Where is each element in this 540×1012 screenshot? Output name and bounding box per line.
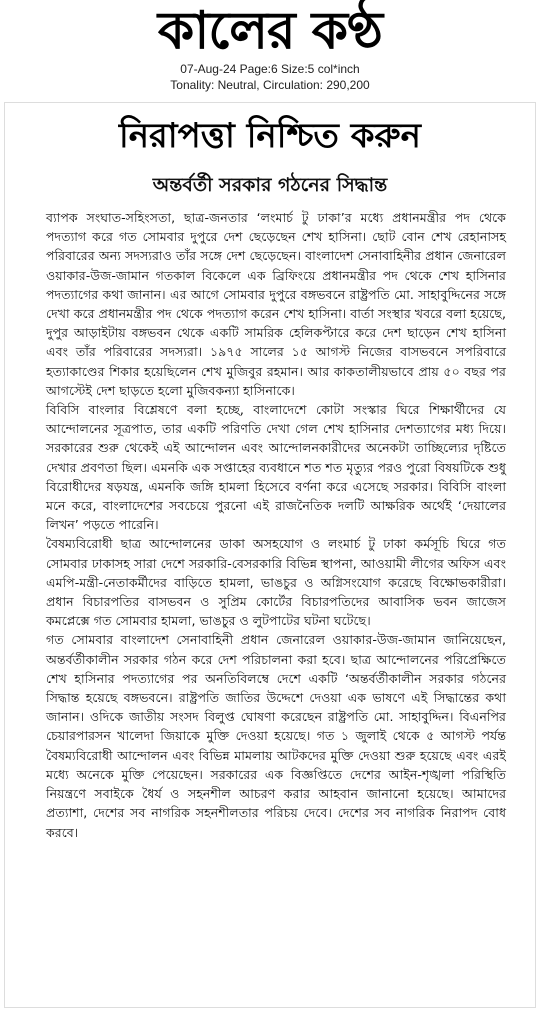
article-paragraph: ব্যাপক সংঘাত-সহিংসতা, ছাত্র-জনতার ‘লংমার্চ টু ঢাকা’র মধ্যে প্রধানমন্ত্রীর পদ থেকে পদত্যাগ করে গত সোমবার দুপুরে দেশ ছেড়েছেন শেখ হাসিনা। ছোট বোন শেখ রেহানাসহ পরিবারের অন্য সদস্যরাও তাঁর সঙ্গে দেশ ছেড়েছেন। বাংলাদেশ সেনাবাহিনীর প্রধান জেনারেল ওয়াকার-উজ-জামান গতকাল বিকেলে এক ব্রিফিংয়ে প্রধানমন্ত্রীর পদ থেকে শেখ হাসিনার পদত্যাগের কথা জানান। এর আগে সোমবার দুপুরে বঙ্গভবনে রাষ্ট্রপতি মো. সাহাবুদ্দিনের সঙ্গে দেখা করে প্রধানমন্ত্রীর পদ থেকে পদত্যাগ করেন শেখ হাসিনা। বার্তা সংস্থার খবরে বলা হয়েছে, দুপুর আড়াইটায় বঙ্গভবন থেকে একটি সামরিক হেলিকপ্টারে করে দেশ ছাড়েন শেখ হাসিনা এবং তাঁর পরিবারের সদস্যরা। ১৯৭৫ সালের ১৫ আগস্ট নিজের বাসভবনে সপরিবারে হত্যাকাণ্ডের শিকার হয়েছিলেন শেখ মুজিবুর রহমান। আর কাকতালীয়ভাবে প্রায় ৫০ বছর পর আগস্টেই দেশ ছাড়তে হলো মুজিবকন্যা হাসিনাকে। — [46, 210, 506, 398]
article-body — [46, 208, 506, 842]
article-subheadline: অন্তর্বর্তী সরকার গঠনের সিদ্ধান্ত — [152, 174, 388, 196]
clipping-meta-tonality: Tonality: Neutral, Circulation: 290,200 — [170, 78, 370, 92]
clipping-meta-date-page: 07-Aug-24 Page:6 Size:5 col*inch — [180, 62, 360, 76]
article-headline: নিরাপত্তা নিশ্চিত করুন — [119, 116, 421, 156]
article-paragraph: গত সোমবার বাংলাদেশ সেনাবাহিনী প্রধান জেনারেল ওয়াকার-উজ-জামান জানিয়েছেন, অন্তর্বর্তীকালীন সরকার গঠন করে দেশ পরিচালনা করা হবে। ছাত্র আন্দোলনের পরিপ্রেক্ষিতে শেখ হাসিনার পদত্যাগের পর অনতিবিলম্বে দেশে একটি ‘অন্তর্বর্তীকালীন সরকার গঠনের সিদ্ধান্ত হয়েছে বঙ্গভবনে। রাষ্ট্রপতি জাতির উদ্দেশে দেওয়া এক ভাষণে এই সিদ্ধান্তের কথা জানান। ওদিকে জাতীয় সংসদ বিলুপ্ত ঘোষণা করেছেন রাষ্ট্রপতি মো. সাহাবুদ্দিন। বিএনপির চেয়ারপারসন খালেদা জিয়াকে মুক্তি দেওয়া হয়েছে। গত ১ জুলাই থেকে ৫ আগস্ট পর্যন্ত বৈষম্যবিরোধী আন্দোলন এবং বিভিন্ন মামলায় আটকদের মুক্তি দেওয়া শুরু হয়েছে এবং এরই মধ্যে অনেকে মুক্তি পেয়েছেন। সরকারের এক বিজ্ঞপ্তিতে দেশের আইন-শৃঙ্খলা পরিস্থিতি নিয়ন্ত্রণে সবাইকে ধৈর্য ও সহনশীল আচরণ করার আহবান জানানো হয়েছে। আমাদের প্রত্যাশা, দেশের সব নাগরিক সহনশীলতার পরিচয় দেবে। দেশের সব নাগরিক নিরাপদ বোধ করবে। — [46, 632, 506, 840]
article-paragraph: বৈষম্যবিরোধী ছাত্র আন্দোলনের ডাকা অসহযোগ ও লংমার্চ টু ঢাকা কর্মসূচি ঘিরে গত সোমবার ঢাকাসহ সারা দেশে সরকারি-বেসরকারি বিভিন্ন স্থাপনা, আওয়ামী লীগের অফিস এবং এমপি-মন্ত্রী-নেতাকর্মীদের বাড়িতে হামলা, ভাঙচুর ও অগ্নিসংযোগ করেছে বিক্ষোভকারীরা। প্রধান বিচারপতির বাসভবন ও সুপ্রিম কোর্টের বিচারপতিদের আবাসিক ভবন জাজেস কমপ্লেক্সে গত সোমবার হামলা, ভাঙচুর ও লুটপাটের ঘটনা ঘটেছে। — [46, 536, 506, 629]
article-paragraph: বিবিসি বাংলার বিশ্লেষণে বলা হচ্ছে, বাংলাদেশে কোটা সংস্কার ঘিরে শিক্ষার্থীদের যে আন্দোলনের সূত্রপাত, তার একটি পরিণতি দেখা গেল শেখ হাসিনার দেশত্যাগের মধ্য দিয়ে। সরকারের শুরু থেকেই এই আন্দোলন এবং আন্দোলনকারীদের অনেকটা তাচ্ছিল্যের দৃষ্টিতে দেখার প্রবণতা ছিল। এমনকি এক সপ্তাহের ব্যবধানে শত শত মৃত্যুর পরও পুরো বিষয়টিকে শুধু বিরোধীদের ষড়যন্ত্র, এমনকি জঙ্গি হামলা হিসেবে বর্ণনা করে এসেছে সরকার। বিবিসি বাংলা মনে করে, বাংলাদেশের সবচেয়ে পুরনো এই রাজনৈতিক দলটি আক্ষরিক অর্থেই ‘দেয়ালের লিখন’ পড়তে পারেনি। — [46, 402, 506, 533]
newspaper-masthead: কালের কণ্ঠ — [157, 1, 383, 61]
